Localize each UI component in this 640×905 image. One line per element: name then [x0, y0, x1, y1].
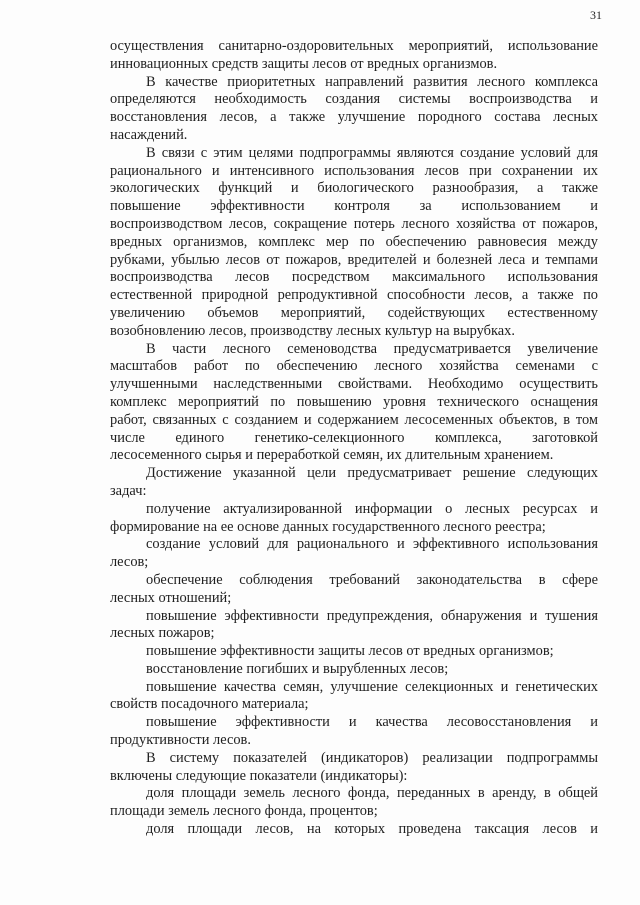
text-line: формирование на ее основе данных государственного лесного реестра; [110, 518, 546, 535]
text-line: экологических функций и биологического разнообразия, а также [110, 180, 598, 197]
text-line: В качестве приоритетных направлений развития лесного комплекса [146, 73, 598, 90]
text-line: доля площади лесов, на которых проведена таксация лесов и [146, 821, 598, 838]
text-line: возобновлению лесов, производству лесных культур на вырубках. [110, 322, 515, 339]
text-line: определяются необходимость создания системы воспроизводства и [110, 91, 598, 108]
text-line: доля площади земель лесного фонда, переданных в аренду, в общей [146, 785, 598, 802]
text-line: повышение качества семян, улучшение селекционных и генетических [146, 678, 598, 695]
paragraph [110, 608, 598, 644]
paragraph [110, 145, 598, 341]
text-line: насаждений. [110, 126, 188, 143]
text-line: повышение эффективности предупреждения, обнаружения и тушения [146, 607, 598, 624]
paragraph [110, 661, 598, 679]
text-line: включены следующие показатели (индикаторы): [110, 767, 408, 784]
paragraph [110, 714, 598, 750]
text-line: свойств посадочного материала; [110, 696, 309, 713]
paragraph [110, 74, 598, 145]
text-line: восстановление погибших и вырубленных лесов; [146, 660, 449, 677]
text-line: получение актуализированной информации о лесных ресурсах и [146, 500, 598, 517]
text-line: рубками, убылью лесов от пожаров, вредителей и болезней леса и темпами [110, 251, 598, 268]
paragraph [110, 821, 598, 839]
text-line: числе единого генетико-селекционного комплекса, заготовкой [110, 429, 598, 446]
paragraph [110, 501, 598, 537]
paragraph [110, 643, 598, 661]
text-line: лесных отношений; [110, 589, 232, 606]
paragraph [110, 679, 598, 715]
text-line: площади земель лесного фонда, процентов; [110, 803, 378, 820]
body-text [110, 38, 598, 839]
paragraph [110, 536, 598, 572]
paragraph [110, 38, 598, 74]
text-line: естественной природной репродуктивной способности лесов, а также по [110, 287, 598, 304]
text-line: В систему показателей (индикаторов) реализации подпрограммы [146, 749, 598, 766]
text-line: обеспечение соблюдения требований законодательства в сфере [146, 571, 598, 588]
text-line: В связи с этим целями подпрограммы являются создание условий для [146, 144, 598, 161]
text-line: повышение эффективности контроля за использованием и [110, 198, 598, 215]
paragraph [110, 785, 598, 821]
text-line: В части лесного семеноводства предусматривается увеличение [146, 340, 598, 357]
text-line: комплекс мероприятий по повышению уровня технического оснащения [110, 393, 598, 410]
text-line: воспроизводством лесов, сокращение потерь лесного хозяйства от пожаров, [110, 215, 598, 232]
text-line: инновационных средств защиты лесов от вредных организмов. [110, 55, 498, 72]
paragraph [110, 572, 598, 608]
text-line: воспроизводства лесов посредством максимального использования [110, 269, 598, 286]
paragraph [110, 341, 598, 466]
text-line: работ, связанных с созданием и содержанием лесосеменных объектов, в том [110, 411, 598, 428]
paragraph [110, 465, 598, 501]
text-line: задач: [110, 482, 147, 499]
text-line: масштабов работ по обеспечению лесного хозяйства семенами с [110, 358, 598, 375]
text-line: увеличению объемов мероприятий, содействующих естественному [110, 304, 598, 321]
text-line: лесов; [110, 554, 149, 571]
text-line: лесных пожаров; [110, 625, 215, 642]
text-line: повышение эффективности и качества лесовосстановления и [146, 714, 598, 731]
text-line: осуществления санитарно-оздоровительных мероприятий, использование [110, 38, 598, 54]
text-line: рационального и интенсивного использования лесов при сохранении их [110, 162, 598, 179]
text-line: Достижение указанной цели предусматривает решение следующих [146, 465, 598, 482]
text-line: вредных организмов, комплекс мер по обеспечению равновесия между [110, 233, 598, 250]
text-line: лесосеменного сырья и переработкой семян, их длительным хранением. [110, 447, 554, 464]
page-number: 31 [590, 8, 602, 22]
text-line: создание условий для рационального и эффективного использования [146, 536, 598, 553]
text-line: повышение эффективности защиты лесов от вредных организмов; [146, 643, 554, 660]
paragraph [110, 750, 598, 786]
text-line: восстановления лесов, а также улучшение породного состава лесных [110, 109, 598, 126]
text-line: продуктивности лесов. [110, 732, 251, 749]
text-line: улучшенными наследственными свойствами. Необходимо осуществить [110, 376, 598, 393]
